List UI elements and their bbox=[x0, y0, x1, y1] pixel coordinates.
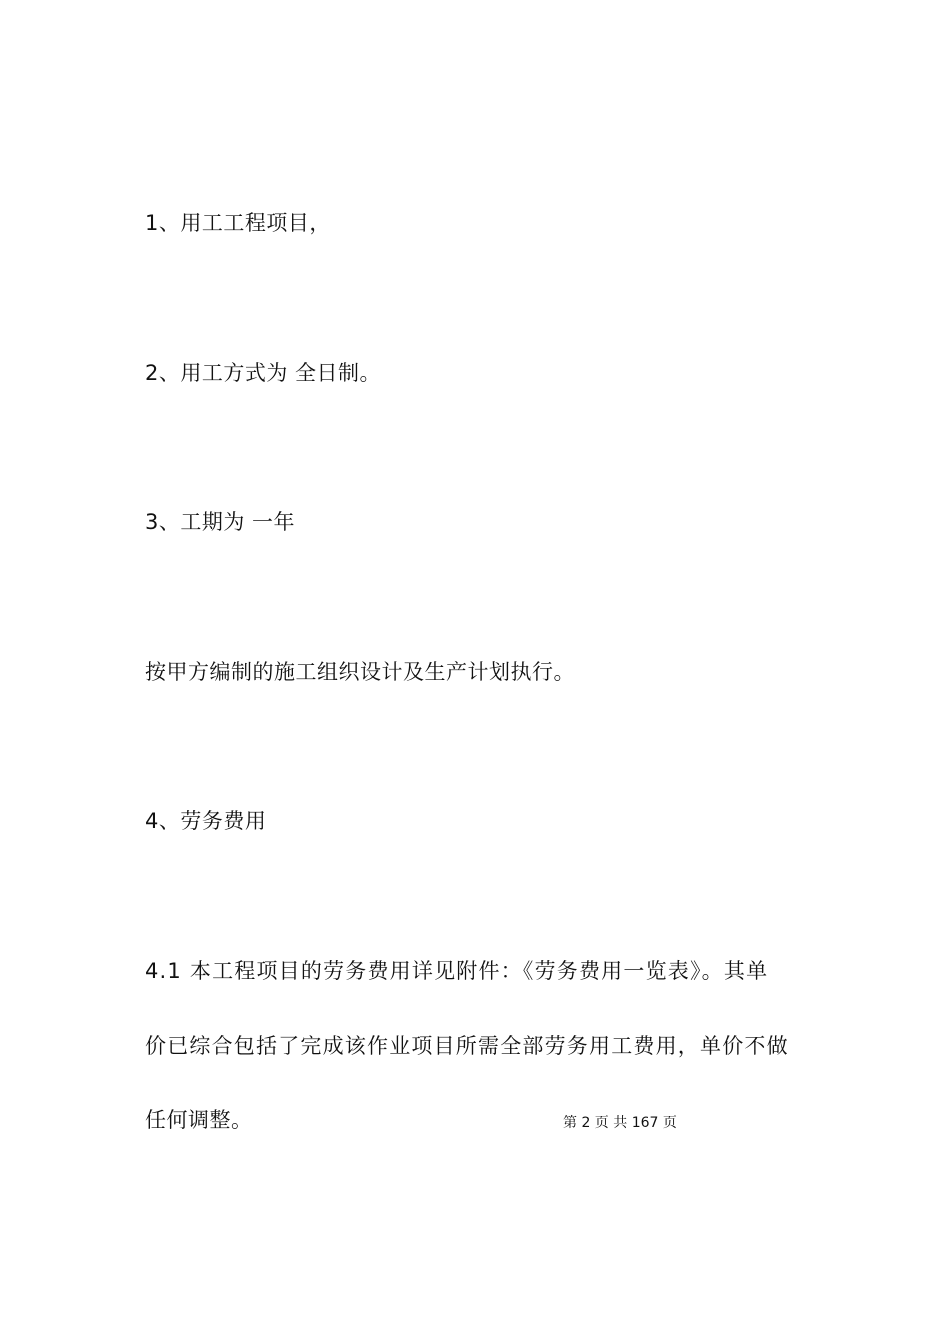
item-3-duration: 3、工期为 一年 bbox=[145, 510, 296, 534]
item-1-project: 1、用工工程项目， bbox=[145, 211, 331, 235]
schedule-note: 按甲方编制的施工组织设计及生产计划执行。 bbox=[145, 660, 575, 684]
item-4-labor-cost-heading: 4、劳务费用 bbox=[145, 809, 267, 833]
clause-4-1-line-2: 价已综合包括了完成该作业项目所需全部劳务用工费用，单价不做 bbox=[145, 1034, 789, 1058]
page-number-footer: 第 2 页 共 167 页 bbox=[563, 1115, 677, 1131]
clause-4-1-line-1: 4.1 本工程项目的劳务费用详见附件：《劳务费用一览表》。其单 bbox=[145, 959, 769, 983]
item-2-work-mode: 2、用工方式为 全日制。 bbox=[145, 361, 382, 385]
clause-4-1-line-3: 任何调整。 bbox=[145, 1108, 253, 1132]
